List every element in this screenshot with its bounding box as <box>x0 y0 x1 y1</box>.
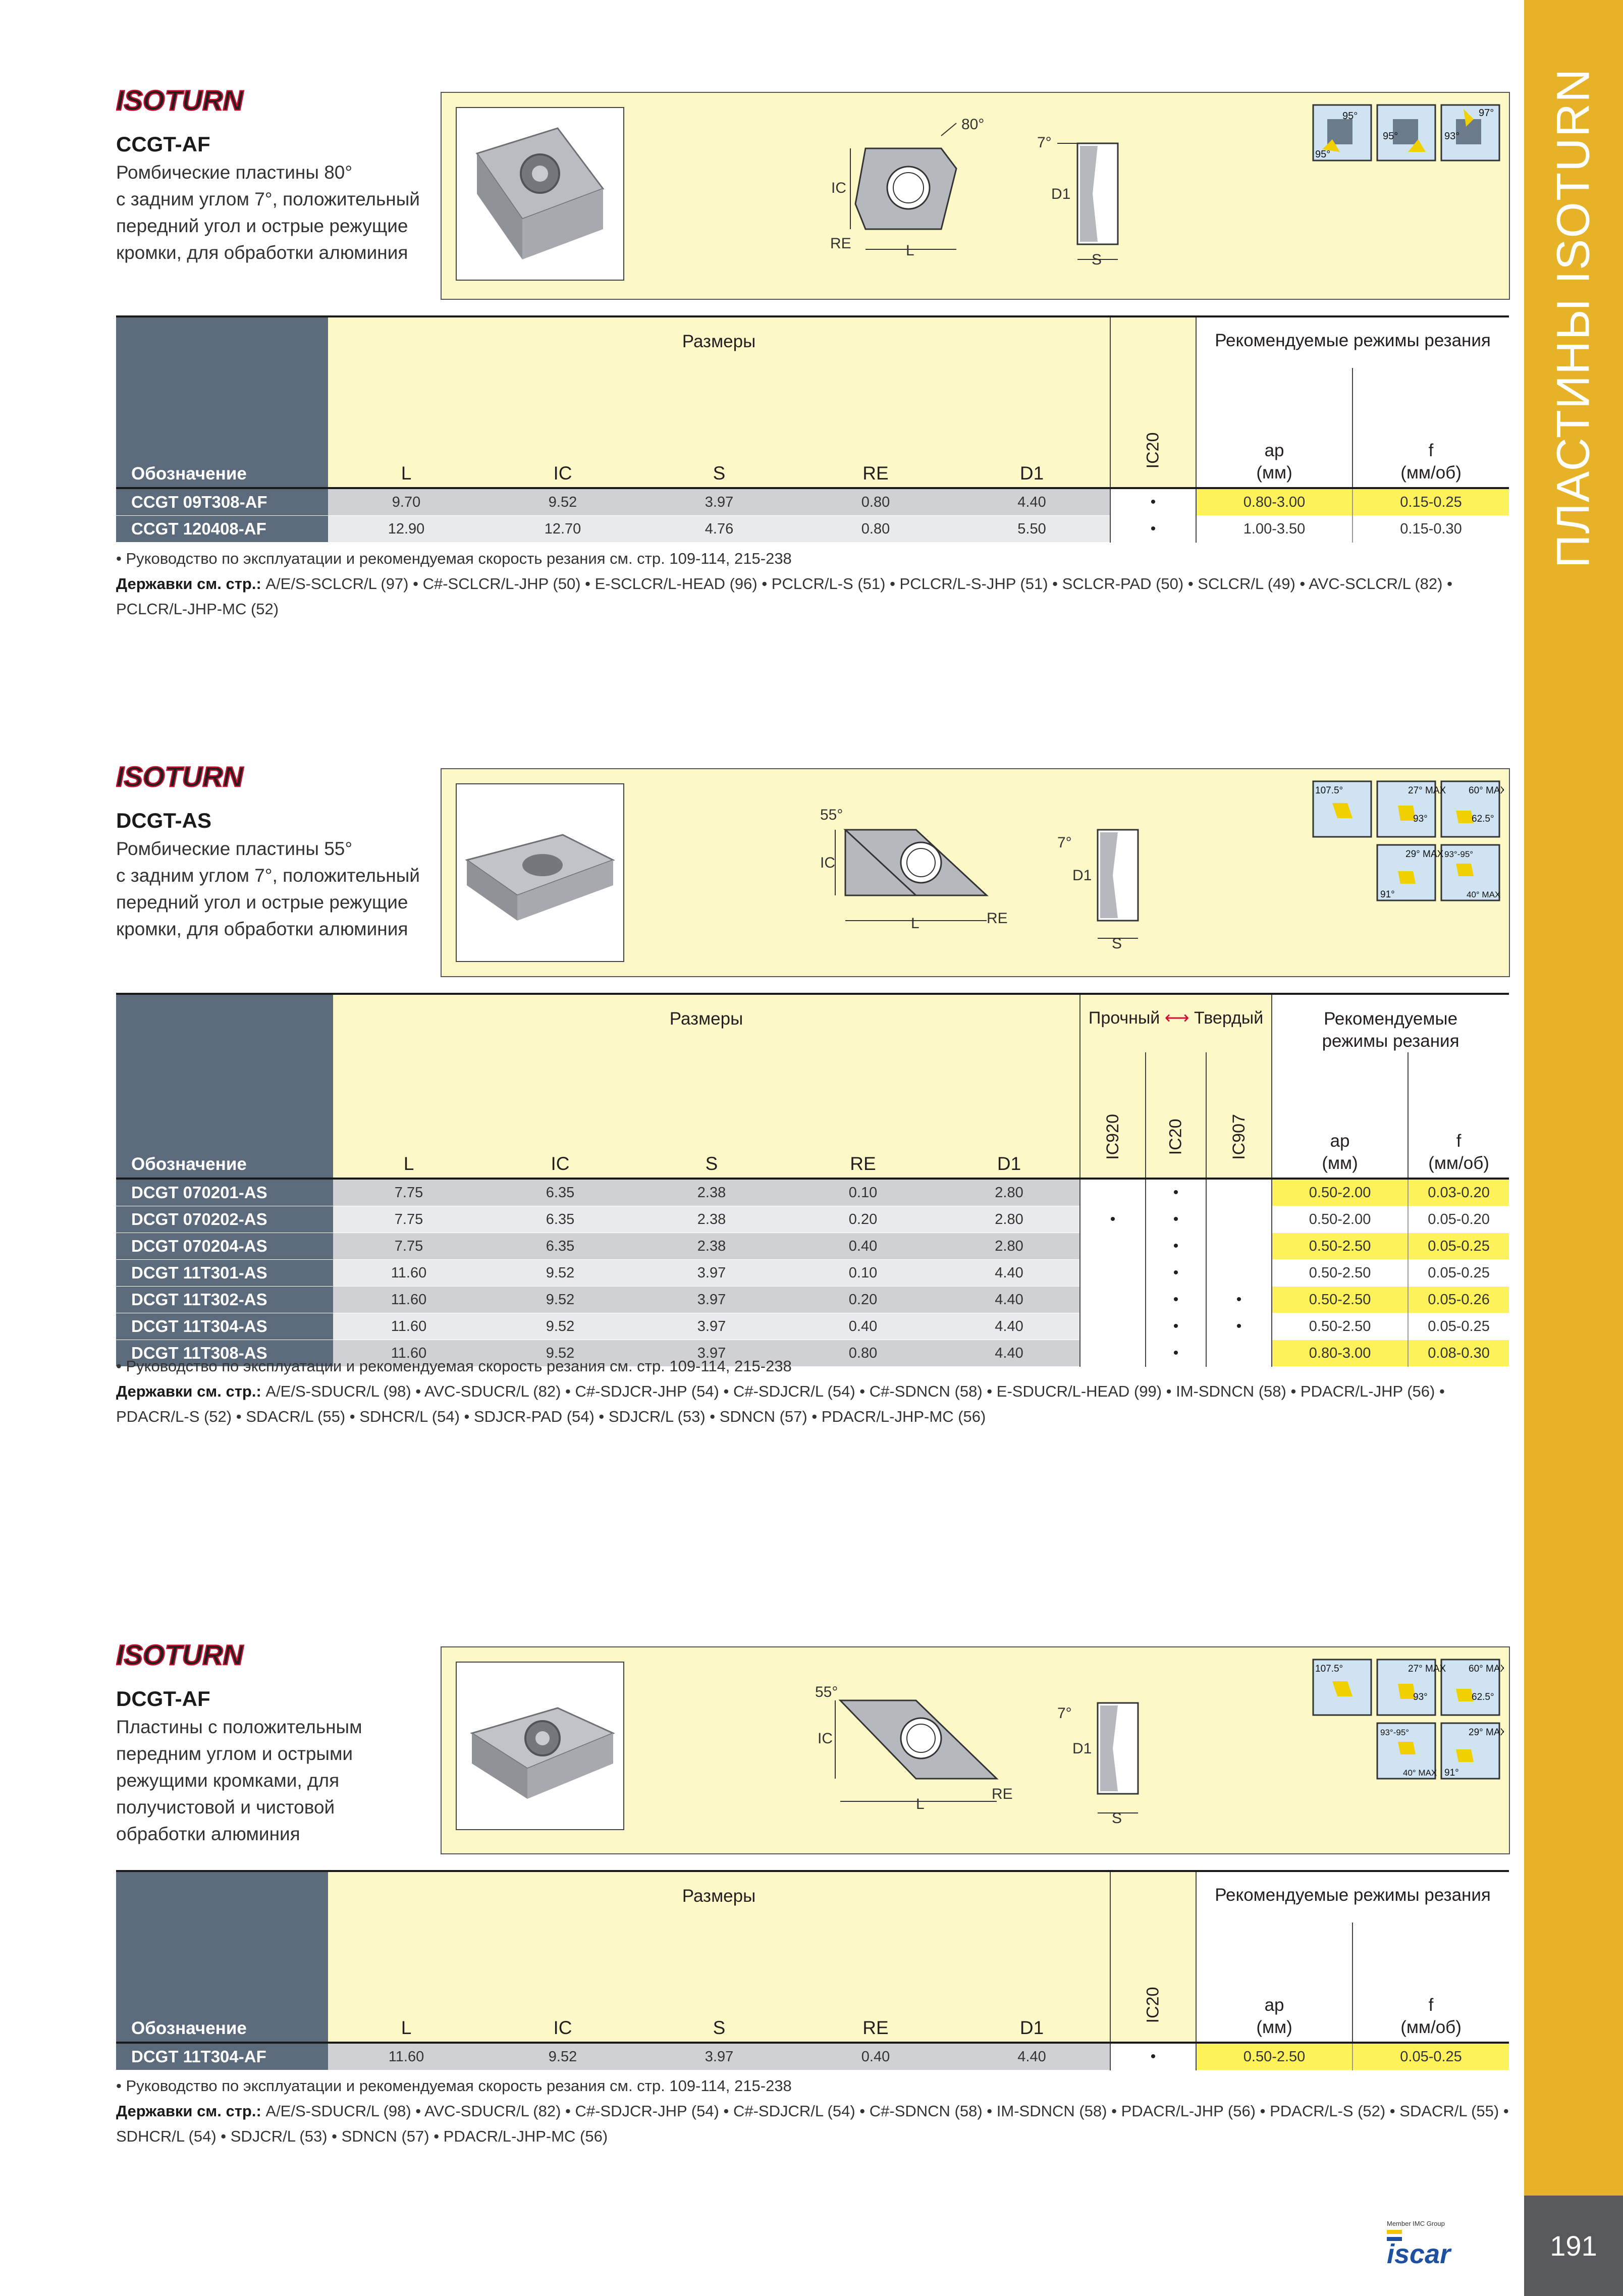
application-icon-group <box>1312 1659 1504 1782</box>
col-header-s: S <box>641 368 797 488</box>
holders-list: A/E/S-SDUCR/L (98) • AVC-SDUCR/L (82) • C#-SDJCR-JHP (54) • C#-SDJCR/L (54) • C#-SDNCN (58) • E-SDUCR/L-HEAD (99) • IM-SDNCN (58) • PDACR/L-JHP (56) • PDACR/L-S (52) • SDACR/L (55) • SDHCR/L (54) • SDJCR-PAD (54) • SDJCR/L (53) • SDNCN (57) • PDACR/L-JHP-MC (56) <box>116 1382 1445 1425</box>
ap-cell: 0.50-2.00 <box>1272 1179 1408 1206</box>
table-row <box>116 1260 1509 1287</box>
iscar-logo-text: iscar <box>1387 2239 1451 2267</box>
designation-cell: DCGT 070204-AS <box>116 1233 333 1260</box>
figure-box <box>441 92 1510 300</box>
ap-cell: 0.50-2.50 <box>1272 1260 1408 1287</box>
angle-label: 55° <box>820 807 843 823</box>
grade-cell: • <box>1146 1233 1206 1260</box>
icon-angle-label: 40° MAX <box>1467 890 1501 899</box>
recommended-header: Рекомендуемые режимы резания <box>1272 995 1509 1052</box>
l-label: L <box>906 242 914 259</box>
d1-cell: 4.40 <box>939 1260 1080 1287</box>
col-header-ic: IC <box>484 1923 641 2043</box>
ap-cell: 0.50-2.00 <box>1272 1206 1408 1233</box>
d1-label: D1 <box>1072 867 1092 884</box>
icon-angle-label: 107.5° <box>1315 785 1343 796</box>
ic-cell: 6.35 <box>484 1179 636 1206</box>
grade-cell: • <box>1146 1206 1206 1233</box>
grade-cell <box>1080 1313 1146 1340</box>
designation-header: Обозначение <box>116 995 333 1179</box>
designation-cell: DCGT 070201-AS <box>116 1179 333 1206</box>
ic-label: IC <box>818 1730 833 1747</box>
icon-angle-label: 95° <box>1315 149 1331 160</box>
l-cell: 11.60 <box>333 1260 484 1287</box>
col-header-ap: ap (мм) <box>1272 1052 1408 1179</box>
ic-cell: 9.52 <box>484 2043 641 2070</box>
designation-cell: CCGT 09T308-AF <box>116 488 328 516</box>
col-header-re: RE <box>787 1052 939 1179</box>
icon-angle-label: 93° <box>1413 814 1428 824</box>
grade-cell: • <box>1206 1313 1272 1340</box>
recommended-header: Рекомендуемые режимы резания <box>1196 317 1509 368</box>
re-cell: 0.10 <box>787 1260 939 1287</box>
d1-cell: 4.40 <box>954 488 1110 516</box>
grade-cell: • <box>1146 1287 1206 1313</box>
grade-header <box>1080 1052 1146 1179</box>
grade-cell: • <box>1206 1287 1272 1313</box>
grade-cell <box>1206 1179 1272 1206</box>
table-row <box>116 1206 1509 1233</box>
description-line: кромки, для обработки алюминия <box>116 919 408 939</box>
ic-cell: 12.70 <box>484 516 641 543</box>
icon-angle-label: 93°-95° <box>1444 849 1474 859</box>
grade-cell <box>1080 1260 1146 1287</box>
re-cell: 0.40 <box>797 2043 954 2070</box>
d1-label: D1 <box>1072 1740 1092 1757</box>
ic-cell: 9.52 <box>484 1260 636 1287</box>
l-cell: 9.70 <box>328 488 484 516</box>
product-description <box>116 835 439 942</box>
d1-cell: 4.40 <box>939 1313 1080 1340</box>
icon-angle-label: 29° MAX <box>1469 1727 1504 1738</box>
insert-drawing <box>825 113 1188 285</box>
description-line: с задним углом 7°, положительный <box>116 189 420 209</box>
clearance-label: 7° <box>1057 1705 1072 1722</box>
col-header-f: f (мм/об) <box>1352 368 1509 488</box>
icon-angle-label: 95° <box>1383 131 1398 142</box>
ic-cell: 6.35 <box>484 1233 636 1260</box>
l-cell: 7.75 <box>333 1206 484 1233</box>
description-line: обработки алюминия <box>116 1824 300 1844</box>
description-line: с задним углом 7°, положительный <box>116 865 420 886</box>
l-label: L <box>911 915 919 932</box>
grade-cell: • <box>1146 1313 1206 1340</box>
f-cell: 0.05-0.25 <box>1352 2043 1509 2070</box>
dimensions-header: Размеры <box>333 995 1080 1052</box>
description-line: получистовой и чистовой <box>116 1797 335 1818</box>
product-table <box>116 1872 1509 2070</box>
notes <box>116 1354 1509 1429</box>
description-line: Пластины с положительным <box>116 1717 362 1737</box>
icon-angle-label: 97° <box>1479 108 1494 119</box>
page-number-box <box>1524 2196 1623 2296</box>
re-cell: 0.80 <box>787 1340 939 1367</box>
product-table <box>116 317 1509 543</box>
f-cell: 0.05-0.25 <box>1408 1260 1509 1287</box>
designation-cell: DCGT 11T308-AS <box>116 1340 333 1367</box>
recommended-header: Рекомендуемые режимы резания <box>1196 1872 1509 1923</box>
designation-cell: DCGT 11T301-AS <box>116 1260 333 1287</box>
grade-cell <box>1080 1287 1146 1313</box>
table-row <box>116 1313 1509 1340</box>
ap-cell: 0.80-3.00 <box>1272 1340 1408 1367</box>
ap-cell: 0.50-2.50 <box>1272 1233 1408 1260</box>
grade-cell <box>1080 1233 1146 1260</box>
l-cell: 7.75 <box>333 1179 484 1206</box>
f-cell: 0.05-0.20 <box>1408 1206 1509 1233</box>
description-line: режущими кромками, для <box>116 1770 340 1791</box>
usage-note: • Руководство по эксплуатации и рекомендуемая скорость резания см. стр. 109-114, 215-238 <box>116 1357 792 1375</box>
table-row <box>116 2043 1509 2070</box>
ic-label: IC <box>820 855 835 871</box>
icon-angle-label: 91° <box>1380 889 1395 900</box>
s-cell: 4.76 <box>641 516 797 543</box>
d1-cell: 4.40 <box>954 2043 1110 2070</box>
ap-cell: 1.00-3.50 <box>1196 516 1352 543</box>
insert-photo <box>456 783 624 962</box>
insert-photo-drawing <box>457 108 623 280</box>
insert-photo-drawing <box>457 1663 623 1829</box>
re-cell: 0.80 <box>797 488 954 516</box>
grade-cell: • <box>1146 1179 1206 1206</box>
grade-group-tough: Прочный <box>1088 1008 1160 1028</box>
ic-cell: 9.52 <box>484 1313 636 1340</box>
f-cell: 0.05-0.25 <box>1408 1313 1509 1340</box>
col-header-d1: D1 <box>954 368 1110 488</box>
s-label: S <box>1112 1810 1122 1827</box>
holders-list: A/E/S-SDUCR/L (98) • AVC-SDUCR/L (82) • C#-SDJCR-JHP (54) • C#-SDJCR/L (54) • C#-SDNCN (58) • IM-SDNCN (58) • PDACR/L-JHP (56) • PDACR/L-S (52) • SDACR/L (55) • SDHCR/L (54) • SDJCR/L (53) • SDNCN (57) • PDACR/L-JHP-MC (56) <box>116 2102 1509 2145</box>
l-cell: 11.60 <box>333 1287 484 1313</box>
grade-cell: • <box>1110 488 1196 516</box>
f-cell: 0.15-0.25 <box>1352 488 1509 516</box>
grade-cell <box>1080 1179 1146 1206</box>
usage-note: • Руководство по эксплуатации и рекомендуемая скорость резания см. стр. 109-114, 215-238 <box>116 2077 792 2095</box>
description-line: Ромбические пластины 80° <box>116 162 353 183</box>
s-cell: 2.38 <box>636 1179 787 1206</box>
designation-cell: DCGT 11T304-AF <box>116 2043 328 2070</box>
description-line: кромки, для обработки алюминия <box>116 242 408 263</box>
application-icons <box>1312 1659 1504 1785</box>
f-cell: 0.05-0.26 <box>1408 1287 1509 1313</box>
col-header-re: RE <box>797 368 954 488</box>
grade-label: IC20 <box>1166 1118 1185 1155</box>
col-header-l: L <box>328 1923 484 2043</box>
s-cell: 3.97 <box>636 1287 787 1313</box>
d1-cell: 2.80 <box>939 1206 1080 1233</box>
figure-box <box>441 768 1510 977</box>
designation-cell: DCGT 070202-AS <box>116 1206 333 1233</box>
re-cell: 0.40 <box>787 1313 939 1340</box>
s-label: S <box>1092 251 1102 268</box>
holders-note <box>116 1379 1509 1429</box>
tough-hard-arrow-icon: ⟷ <box>1160 1008 1194 1028</box>
col-header-ap: ap (мм) <box>1196 368 1352 488</box>
s-cell: 3.97 <box>636 1260 787 1287</box>
holders-list: A/E/S-SCLCR/L (97) • C#-SCLCR/L-JHP (50) • E-SCLCR/L-HEAD (96) • PCLCR/L-S (51) • PCLCR/L-S-JHP (51) • SCLCR-PAD (50) • SCLCR/L (49) • AVC-SCLCR/L (82) • PCLCR/L-JHP-MC (52) <box>116 575 1452 618</box>
col-header-re: RE <box>797 1923 954 2043</box>
iscar-logo <box>1387 2227 1468 2267</box>
angle-label: 80° <box>961 116 985 133</box>
isoturn-logo <box>116 86 262 116</box>
product-code: DCGT-AS <box>116 809 211 832</box>
grade-label: IC20 <box>1143 1987 1163 2023</box>
designation-cell: DCGT 11T304-AS <box>116 1313 333 1340</box>
s-cell: 2.38 <box>636 1233 787 1260</box>
f-cell: 0.08-0.30 <box>1408 1340 1509 1367</box>
notes <box>116 2073 1509 2149</box>
designation-cell: DCGT 11T302-AS <box>116 1287 333 1313</box>
dimensions-header: Размеры <box>328 317 1110 368</box>
l-cell: 11.60 <box>333 1313 484 1340</box>
insert-drawing <box>795 799 1199 961</box>
holders-label: Державки см. стр.: <box>116 1382 261 1400</box>
icon-angle-label: 62.5° <box>1472 1692 1494 1702</box>
grade-group-header <box>1080 995 1272 1052</box>
application-icons <box>1312 104 1501 165</box>
re-cell: 0.10 <box>787 1179 939 1206</box>
ap-cell: 0.50-2.50 <box>1272 1313 1408 1340</box>
insert-photo-drawing <box>457 784 623 961</box>
d1-cell: 2.80 <box>939 1233 1080 1260</box>
s-cell: 3.97 <box>636 1340 787 1367</box>
grade-header <box>1110 317 1196 488</box>
ap-cell: 0.50-2.50 <box>1196 2043 1352 2070</box>
dimensions-header: Размеры <box>328 1872 1110 1923</box>
table-row <box>116 1287 1509 1313</box>
description-line: передний угол и острые режущие <box>116 892 408 913</box>
f-cell: 0.05-0.25 <box>1408 1233 1509 1260</box>
grade-cell <box>1206 1206 1272 1233</box>
designation-cell: CCGT 120408-AF <box>116 516 328 543</box>
svg-text:ISOTURN: ISOTURN <box>116 1640 243 1671</box>
clearance-label: 7° <box>1057 834 1072 851</box>
application-icon-group <box>1312 104 1501 162</box>
s-cell: 2.38 <box>636 1206 787 1233</box>
table-row <box>116 488 1509 516</box>
application-icons <box>1312 780 1504 906</box>
holders-label: Державки см. стр.: <box>116 2102 261 2120</box>
isoturn-logo <box>116 762 262 792</box>
clearance-label: 7° <box>1037 134 1052 151</box>
s-cell: 3.97 <box>636 1313 787 1340</box>
page-number: 191 <box>1550 2230 1597 2262</box>
l-cell: 12.90 <box>328 516 484 543</box>
col-header-d1: D1 <box>939 1052 1080 1179</box>
table-row <box>116 1179 1509 1206</box>
icon-angle-label: 107.5° <box>1315 1664 1343 1674</box>
product-description <box>116 159 439 266</box>
ic-label: IC <box>831 180 846 196</box>
re-cell: 0.40 <box>787 1233 939 1260</box>
icon-angle-label: 91° <box>1444 1768 1459 1778</box>
grade-label: IC907 <box>1229 1114 1249 1160</box>
ap-cell: 0.50-2.50 <box>1272 1287 1408 1313</box>
re-cell: 0.20 <box>787 1206 939 1233</box>
application-icon-group <box>1312 780 1504 904</box>
col-header-f: f (мм/об) <box>1408 1052 1509 1179</box>
s-label: S <box>1112 935 1122 952</box>
grade-cell <box>1206 1233 1272 1260</box>
grade-cell: • <box>1110 2043 1196 2070</box>
col-header-l: L <box>333 1052 484 1179</box>
usage-note: • Руководство по эксплуатации и рекомендуемая скорость резания см. стр. 109-114, 215-238 <box>116 550 792 567</box>
notes <box>116 546 1509 622</box>
ic-cell: 9.52 <box>484 1340 636 1367</box>
insert-drawing <box>795 1678 1199 1839</box>
col-header-ic: IC <box>484 1052 636 1179</box>
grade-cell <box>1206 1260 1272 1287</box>
icon-angle-label: 29° MAX <box>1405 849 1444 860</box>
col-header-ic: IC <box>484 368 641 488</box>
ic-cell: 9.52 <box>484 488 641 516</box>
col-header-l: L <box>328 368 484 488</box>
re-cell: 0.20 <box>787 1287 939 1313</box>
holders-note <box>116 571 1509 622</box>
grade-cell: • <box>1080 1206 1146 1233</box>
re-label: RE <box>987 910 1008 927</box>
grade-cell: • <box>1110 516 1196 543</box>
figure-box <box>441 1646 1510 1854</box>
s-cell: 3.97 <box>641 2043 797 2070</box>
angle-label: 55° <box>815 1684 838 1700</box>
svg-text:ISOTURN: ISOTURN <box>116 86 243 116</box>
icon-angle-label: 60° MAX <box>1469 1664 1504 1674</box>
icon-angle-label: 27° MAX <box>1408 1664 1446 1674</box>
icon-angle-label: 60° MAX <box>1469 785 1504 796</box>
icon-angle-label: 62.5° <box>1472 814 1494 824</box>
table-row <box>116 1233 1509 1260</box>
grade-header <box>1110 1872 1196 2043</box>
col-header-d1: D1 <box>954 1923 1110 2043</box>
grade-label: IC20 <box>1143 432 1163 469</box>
col-header-s: S <box>636 1052 787 1179</box>
svg-text:ISOTURN: ISOTURN <box>116 762 243 792</box>
d1-cell: 2.80 <box>939 1179 1080 1206</box>
insert-photo <box>456 1662 624 1830</box>
grade-cell: • <box>1146 1340 1206 1367</box>
icon-angle-label: 93° <box>1413 1692 1428 1702</box>
d1-cell: 5.50 <box>954 516 1110 543</box>
description-line: передний угол и острые режущие <box>116 216 408 236</box>
icon-angle-label: 95° <box>1342 111 1358 122</box>
grade-group-hard: Твердый <box>1194 1008 1264 1028</box>
ic-cell: 6.35 <box>484 1206 636 1233</box>
description-line: передним углом и острыми <box>116 1743 353 1764</box>
grade-header <box>1206 1052 1272 1179</box>
icon-angle-label: 27° MAX <box>1408 785 1446 796</box>
d1-label: D1 <box>1051 186 1071 202</box>
table-row <box>116 516 1509 543</box>
l-label: L <box>916 1796 925 1812</box>
d1-cell: 4.40 <box>939 1340 1080 1367</box>
grade-cell: • <box>1146 1260 1206 1287</box>
product-table <box>116 995 1509 1367</box>
holders-label: Державки см. стр.: <box>116 575 261 593</box>
grade-header <box>1146 1052 1206 1179</box>
re-label: RE <box>992 1786 1013 1802</box>
f-cell: 0.15-0.30 <box>1352 516 1509 543</box>
l-cell: 7.75 <box>333 1233 484 1260</box>
l-cell: 11.60 <box>333 1340 484 1367</box>
col-header-f: f (мм/об) <box>1352 1923 1509 2043</box>
s-cell: 3.97 <box>641 488 797 516</box>
product-code: DCGT-AF <box>116 1687 210 1711</box>
designation-header: Обозначение <box>116 1872 328 2043</box>
member-text: Member IMC Group <box>1387 2220 1445 2227</box>
f-cell: 0.03-0.20 <box>1408 1179 1509 1206</box>
ap-cell: 0.80-3.00 <box>1196 488 1352 516</box>
insert-photo <box>456 107 624 281</box>
icon-angle-label: 40° MAX <box>1403 1768 1437 1778</box>
re-label: RE <box>830 235 851 252</box>
d1-cell: 4.40 <box>939 1287 1080 1313</box>
col-header-s: S <box>641 1923 797 2043</box>
ic-cell: 9.52 <box>484 1287 636 1313</box>
l-cell: 11.60 <box>328 2043 484 2070</box>
description-line: Ромбические пластины 55° <box>116 838 353 859</box>
icon-angle-label: 93° <box>1444 131 1460 142</box>
icon-angle-label: 93°-95° <box>1380 1728 1410 1737</box>
sidebar-title: ПЛАСТИНЫ ISOTURN <box>1547 68 1599 568</box>
product-description <box>116 1714 439 1847</box>
col-header-ap: ap (мм) <box>1196 1923 1352 2043</box>
product-code: CCGT-AF <box>116 132 210 156</box>
holders-note <box>116 2099 1509 2149</box>
re-cell: 0.80 <box>797 516 954 543</box>
grade-label: IC920 <box>1103 1114 1122 1160</box>
designation-header: Обозначение <box>116 317 328 488</box>
isoturn-logo <box>116 1640 262 1671</box>
